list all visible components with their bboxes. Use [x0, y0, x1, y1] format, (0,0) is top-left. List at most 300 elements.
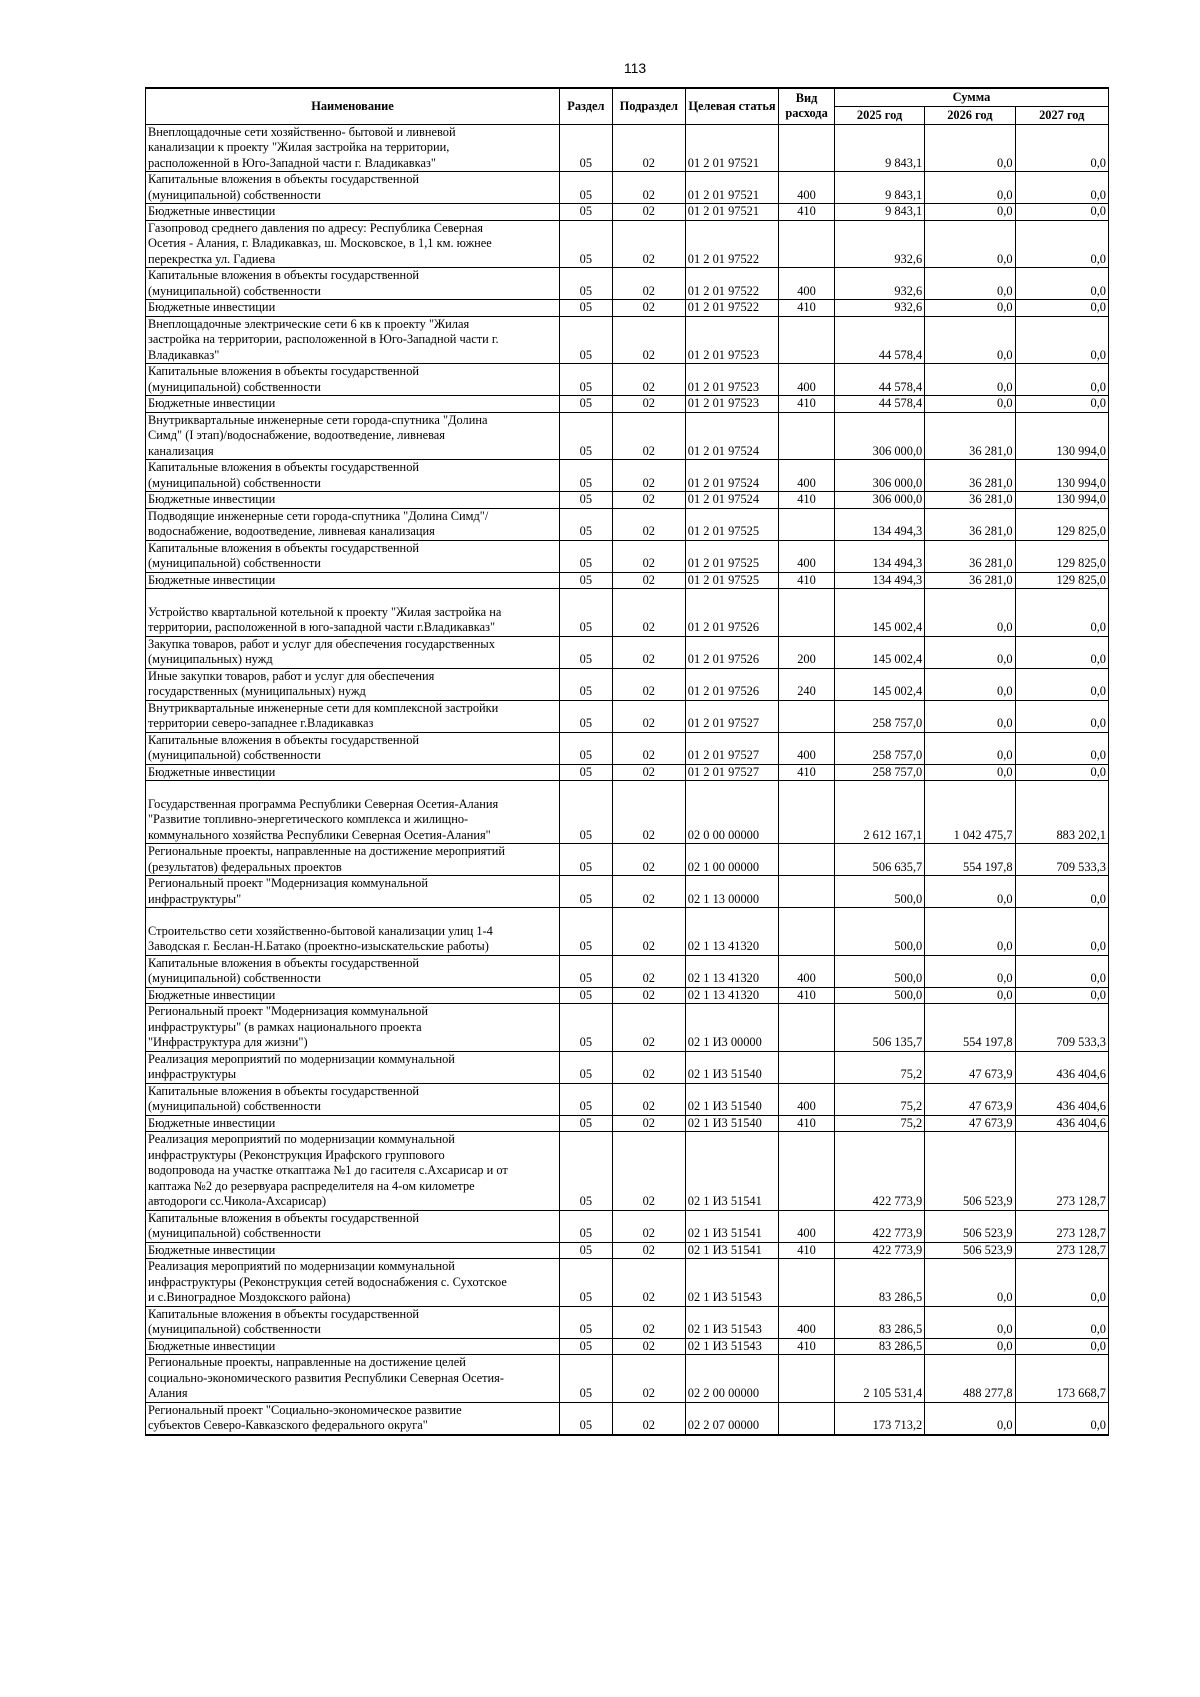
row-sum-2025: 422 773,9 [834, 1132, 924, 1211]
row-sum-2026: 0,0 [925, 1402, 1015, 1435]
row-sum-2026: 47 673,9 [925, 1051, 1015, 1083]
row-sum-2025: 9 843,1 [834, 172, 924, 204]
row-sum-2027: 709 533,3 [1015, 1004, 1108, 1052]
row-sum-2027: 129 825,0 [1015, 540, 1108, 572]
header-2027: 2027 год [1015, 106, 1108, 124]
row-name: Капитальные вложения в объекты государственной (муниципальной) собственности [146, 1083, 560, 1115]
row-sum-2025: 506 135,7 [834, 1004, 924, 1052]
header-subsection: Подраздел [612, 88, 685, 124]
row-sum-2026: 0,0 [925, 589, 1015, 637]
row-target-article: 02 0 00 00000 [685, 781, 778, 844]
table-row [146, 220, 1109, 268]
row-subsection: 02 [612, 1306, 685, 1338]
table-row [146, 1402, 1109, 1435]
table-row [146, 1355, 1109, 1403]
row-subsection: 02 [612, 508, 685, 540]
row-section: 05 [560, 955, 613, 987]
row-expense-type: 410 [779, 1115, 835, 1132]
row-sum-2027: 436 404,6 [1015, 1115, 1108, 1132]
row-expense-type: 400 [779, 460, 835, 492]
row-expense-type: 400 [779, 1083, 835, 1115]
row-sum-2027: 0,0 [1015, 396, 1108, 413]
row-section: 05 [560, 412, 613, 460]
row-name: Региональные проекты, направленные на достижение целей социально-экономического развития Республики Северная Осетия- Алания [146, 1355, 560, 1403]
row-name: Государственная программа Республики Северная Осетия-Алания "Развитие топливно-энергетического комплекса и жилищно- коммунального хозяйства Республики Северная Осетия-Алания" [146, 781, 560, 844]
row-sum-2025: 145 002,4 [834, 668, 924, 700]
row-section: 05 [560, 220, 613, 268]
row-expense-type: 410 [779, 492, 835, 509]
row-subsection: 02 [612, 1402, 685, 1435]
row-sum-2025: 2 612 167,1 [834, 781, 924, 844]
row-sum-2027: 0,0 [1015, 1338, 1108, 1355]
row-sum-2027: 129 825,0 [1015, 572, 1108, 589]
row-expense-type: 410 [779, 204, 835, 221]
row-expense-type: 410 [779, 572, 835, 589]
row-sum-2027: 173 668,7 [1015, 1355, 1108, 1403]
row-sum-2026: 47 673,9 [925, 1083, 1015, 1115]
row-sum-2026: 0,0 [925, 987, 1015, 1004]
row-sum-2025: 306 000,0 [834, 492, 924, 509]
row-sum-2025: 932,6 [834, 268, 924, 300]
row-subsection: 02 [612, 396, 685, 413]
row-target-article: 02 1 13 41320 [685, 955, 778, 987]
row-expense-type: 400 [779, 540, 835, 572]
row-name: Региональный проект "Модернизация коммунальной инфраструктуры" [146, 876, 560, 908]
row-expense-type: 240 [779, 668, 835, 700]
row-sum-2026: 36 281,0 [925, 572, 1015, 589]
row-subsection: 02 [612, 412, 685, 460]
row-section: 05 [560, 1355, 613, 1403]
row-sum-2027: 0,0 [1015, 316, 1108, 364]
row-sum-2027: 0,0 [1015, 300, 1108, 317]
row-sum-2025: 9 843,1 [834, 124, 924, 172]
row-target-article: 02 2 07 00000 [685, 1402, 778, 1435]
row-sum-2027: 0,0 [1015, 764, 1108, 781]
row-sum-2027: 0,0 [1015, 987, 1108, 1004]
row-section: 05 [560, 732, 613, 764]
row-name: Региональный проект "Модернизация коммунальной инфраструктуры" (в рамках национального проекта "Инфраструктура для жизни") [146, 1004, 560, 1052]
row-section: 05 [560, 124, 613, 172]
row-sum-2027: 0,0 [1015, 668, 1108, 700]
row-name: Капитальные вложения в объекты государственной (муниципальной) собственности [146, 732, 560, 764]
row-target-article: 01 2 01 97523 [685, 396, 778, 413]
row-name: Бюджетные инвестиции [146, 1242, 560, 1259]
row-section: 05 [560, 764, 613, 781]
row-name: Капитальные вложения в объекты государственной (муниципальной) собственности [146, 955, 560, 987]
row-subsection: 02 [612, 668, 685, 700]
row-section: 05 [560, 204, 613, 221]
row-expense-type [779, 1004, 835, 1052]
row-name: Внеплощадочные сети хозяйственно- бытовой и ливневой канализации к проекту "Жилая застройка на территории, расположенной в Юго-Западной части г. Владикавказ" [146, 124, 560, 172]
row-target-article: 01 2 01 97523 [685, 316, 778, 364]
row-section: 05 [560, 844, 613, 876]
table-row [146, 876, 1109, 908]
table-row [146, 204, 1109, 221]
table-row [146, 1115, 1109, 1132]
row-sum-2027: 130 994,0 [1015, 412, 1108, 460]
row-sum-2026: 554 197,8 [925, 1004, 1015, 1052]
row-target-article: 01 2 01 97527 [685, 764, 778, 781]
row-target-article: 01 2 01 97522 [685, 300, 778, 317]
row-name: Строительство сети хозяйственно-бытовой канализации улиц 1-4 Заводская г. Беслан-Н.Батако (проектно-изыскательские работы) [146, 908, 560, 956]
row-sum-2027: 0,0 [1015, 589, 1108, 637]
row-name: Бюджетные инвестиции [146, 987, 560, 1004]
row-name: Капитальные вложения в объекты государственной (муниципальной) собственности [146, 540, 560, 572]
row-expense-type [779, 508, 835, 540]
table-row [146, 764, 1109, 781]
row-sum-2025: 134 494,3 [834, 508, 924, 540]
row-name: Внутриквартальные инженерные сети города-спутника "Долина Симд" (I этап)/водоснабжение, водоотведение, ливневая канализация [146, 412, 560, 460]
row-sum-2025: 258 757,0 [834, 732, 924, 764]
row-subsection: 02 [612, 732, 685, 764]
row-section: 05 [560, 1338, 613, 1355]
row-section: 05 [560, 987, 613, 1004]
row-name: Внеплощадочные электрические сети 6 кв к проекту "Жилая застройка на территории, расположенной в Юго-Западной части г. Владикавказ" [146, 316, 560, 364]
row-target-article: 01 2 01 97522 [685, 268, 778, 300]
row-expense-type [779, 908, 835, 956]
table-row [146, 1051, 1109, 1083]
row-section: 05 [560, 1259, 613, 1307]
row-expense-type [779, 1132, 835, 1211]
row-sum-2026: 0,0 [925, 700, 1015, 732]
row-target-article: 01 2 01 97523 [685, 364, 778, 396]
table-row [146, 412, 1109, 460]
row-target-article: 02 1 13 00000 [685, 876, 778, 908]
table-row [146, 508, 1109, 540]
row-sum-2027: 273 128,7 [1015, 1210, 1108, 1242]
row-sum-2026: 0,0 [925, 268, 1015, 300]
row-sum-2025: 2 105 531,4 [834, 1355, 924, 1403]
header-name: Наименование [146, 88, 560, 124]
row-section: 05 [560, 1242, 613, 1259]
row-sum-2027: 0,0 [1015, 220, 1108, 268]
row-subsection: 02 [612, 364, 685, 396]
row-name: Капитальные вложения в объекты государственной (муниципальной) собственности [146, 364, 560, 396]
row-section: 05 [560, 396, 613, 413]
row-subsection: 02 [612, 1004, 685, 1052]
row-section: 05 [560, 508, 613, 540]
row-sum-2026: 47 673,9 [925, 1115, 1015, 1132]
row-sum-2025: 422 773,9 [834, 1242, 924, 1259]
row-section: 05 [560, 572, 613, 589]
row-target-article: 01 2 01 97524 [685, 460, 778, 492]
row-name: Реализация мероприятий по модернизации коммунальной инфраструктуры [146, 1051, 560, 1083]
row-section: 05 [560, 668, 613, 700]
row-expense-type: 410 [779, 1338, 835, 1355]
row-name: Региональный проект "Социально-экономическое развитие субъектов Северо-Кавказского федерального округа" [146, 1402, 560, 1435]
table-row [146, 1259, 1109, 1307]
row-subsection: 02 [612, 492, 685, 509]
table-row [146, 124, 1109, 172]
table-row [146, 732, 1109, 764]
row-sum-2026: 0,0 [925, 1338, 1015, 1355]
table-body [146, 124, 1109, 1435]
row-sum-2027: 129 825,0 [1015, 508, 1108, 540]
row-sum-2026: 36 281,0 [925, 412, 1015, 460]
row-target-article: 02 1 И3 51543 [685, 1259, 778, 1307]
row-sum-2025: 75,2 [834, 1051, 924, 1083]
row-section: 05 [560, 316, 613, 364]
row-subsection: 02 [612, 1132, 685, 1211]
table-row [146, 172, 1109, 204]
row-sum-2027: 0,0 [1015, 876, 1108, 908]
budget-table [145, 87, 1109, 1436]
row-section: 05 [560, 636, 613, 668]
header-2025: 2025 год [834, 106, 924, 124]
row-sum-2026: 36 281,0 [925, 460, 1015, 492]
table-row [146, 1083, 1109, 1115]
row-name: Бюджетные инвестиции [146, 204, 560, 221]
row-expense-type [779, 781, 835, 844]
row-sum-2025: 500,0 [834, 876, 924, 908]
row-name: Реализация мероприятий по модернизации коммунальной инфраструктуры (Реконструкция сетей водоснабжения с. Сухотское и с.Виноградное Моздокского района) [146, 1259, 560, 1307]
row-sum-2026: 0,0 [925, 364, 1015, 396]
row-subsection: 02 [612, 955, 685, 987]
row-sum-2025: 9 843,1 [834, 204, 924, 221]
row-sum-2027: 0,0 [1015, 1259, 1108, 1307]
row-target-article: 02 1 И3 51541 [685, 1210, 778, 1242]
row-subsection: 02 [612, 1242, 685, 1259]
row-name: Бюджетные инвестиции [146, 300, 560, 317]
row-sum-2027: 0,0 [1015, 700, 1108, 732]
row-sum-2025: 44 578,4 [834, 396, 924, 413]
row-section: 05 [560, 1402, 613, 1435]
row-expense-type [779, 316, 835, 364]
row-sum-2025: 145 002,4 [834, 589, 924, 637]
table-row [146, 636, 1109, 668]
table-row [146, 844, 1109, 876]
row-expense-type [779, 844, 835, 876]
row-sum-2027: 0,0 [1015, 268, 1108, 300]
row-expense-type: 410 [779, 1242, 835, 1259]
row-expense-type: 410 [779, 987, 835, 1004]
row-section: 05 [560, 700, 613, 732]
row-expense-type [779, 124, 835, 172]
row-expense-type: 410 [779, 300, 835, 317]
row-sum-2025: 83 286,5 [834, 1306, 924, 1338]
row-expense-type [779, 220, 835, 268]
row-sum-2027: 0,0 [1015, 955, 1108, 987]
header-2026: 2026 год [925, 106, 1015, 124]
row-section: 05 [560, 492, 613, 509]
row-name: Бюджетные инвестиции [146, 1115, 560, 1132]
row-sum-2027: 709 533,3 [1015, 844, 1108, 876]
row-section: 05 [560, 781, 613, 844]
row-target-article: 01 2 01 97521 [685, 172, 778, 204]
row-sum-2025: 306 000,0 [834, 412, 924, 460]
row-subsection: 02 [612, 844, 685, 876]
row-sum-2026: 0,0 [925, 1306, 1015, 1338]
row-target-article: 02 1 И3 51541 [685, 1132, 778, 1211]
row-target-article: 02 1 И3 51540 [685, 1115, 778, 1132]
row-sum-2026: 0,0 [925, 204, 1015, 221]
row-sum-2026: 0,0 [925, 1259, 1015, 1307]
row-target-article: 01 2 01 97524 [685, 492, 778, 509]
row-subsection: 02 [612, 1051, 685, 1083]
row-sum-2025: 500,0 [834, 955, 924, 987]
row-section: 05 [560, 1210, 613, 1242]
row-name: Внутриквартальные инженерные сети для комплексной застройки территории северо-западнее г.Владикавказ [146, 700, 560, 732]
row-sum-2026: 36 281,0 [925, 508, 1015, 540]
row-sum-2025: 500,0 [834, 908, 924, 956]
row-name: Бюджетные инвестиции [146, 1338, 560, 1355]
row-expense-type: 400 [779, 732, 835, 764]
row-sum-2025: 506 635,7 [834, 844, 924, 876]
row-target-article: 01 2 01 97527 [685, 732, 778, 764]
row-target-article: 01 2 01 97521 [685, 204, 778, 221]
row-section: 05 [560, 1132, 613, 1211]
row-sum-2025: 134 494,3 [834, 540, 924, 572]
row-expense-type: 410 [779, 396, 835, 413]
row-expense-type: 410 [779, 764, 835, 781]
row-expense-type [779, 1051, 835, 1083]
row-sum-2026: 1 042 475,7 [925, 781, 1015, 844]
row-sum-2026: 0,0 [925, 316, 1015, 364]
table-row [146, 540, 1109, 572]
row-target-article: 01 2 01 97522 [685, 220, 778, 268]
table-row [146, 668, 1109, 700]
row-name: Капитальные вложения в объекты государственной (муниципальной) собственности [146, 268, 560, 300]
row-section: 05 [560, 1051, 613, 1083]
row-name: Капитальные вложения в объекты государственной (муниципальной) собственности [146, 1210, 560, 1242]
row-target-article: 02 1 13 41320 [685, 987, 778, 1004]
table-row [146, 1242, 1109, 1259]
row-name: Закупка товаров, работ и услуг для обеспечения государственных (муниципальных) нужд [146, 636, 560, 668]
table-row [146, 300, 1109, 317]
row-section: 05 [560, 460, 613, 492]
row-sum-2026: 488 277,8 [925, 1355, 1015, 1403]
row-sum-2025: 44 578,4 [834, 364, 924, 396]
row-subsection: 02 [612, 1083, 685, 1115]
row-sum-2025: 75,2 [834, 1115, 924, 1132]
row-sum-2026: 0,0 [925, 300, 1015, 317]
row-sum-2027: 436 404,6 [1015, 1083, 1108, 1115]
row-sum-2026: 0,0 [925, 636, 1015, 668]
row-sum-2025: 500,0 [834, 987, 924, 1004]
row-subsection: 02 [612, 220, 685, 268]
row-sum-2025: 83 286,5 [834, 1338, 924, 1355]
row-sum-2025: 145 002,4 [834, 636, 924, 668]
row-subsection: 02 [612, 540, 685, 572]
row-expense-type [779, 1259, 835, 1307]
row-section: 05 [560, 589, 613, 637]
row-sum-2027: 0,0 [1015, 172, 1108, 204]
row-sum-2025: 75,2 [834, 1083, 924, 1115]
row-target-article: 02 1 13 41320 [685, 908, 778, 956]
row-section: 05 [560, 1083, 613, 1115]
row-target-article: 01 2 01 97526 [685, 589, 778, 637]
row-sum-2026: 0,0 [925, 908, 1015, 956]
row-target-article: 02 2 00 00000 [685, 1355, 778, 1403]
row-target-article: 01 2 01 97524 [685, 412, 778, 460]
row-expense-type [779, 1402, 835, 1435]
row-expense-type: 400 [779, 268, 835, 300]
row-subsection: 02 [612, 876, 685, 908]
row-subsection: 02 [612, 268, 685, 300]
table-row [146, 1210, 1109, 1242]
row-sum-2027: 0,0 [1015, 908, 1108, 956]
row-subsection: 02 [612, 700, 685, 732]
table-row [146, 268, 1109, 300]
row-sum-2025: 258 757,0 [834, 700, 924, 732]
row-subsection: 02 [612, 908, 685, 956]
row-expense-type: 400 [779, 172, 835, 204]
row-target-article: 01 2 01 97526 [685, 636, 778, 668]
row-target-article: 02 1 И3 51543 [685, 1338, 778, 1355]
row-sum-2027: 436 404,6 [1015, 1051, 1108, 1083]
row-sum-2027: 0,0 [1015, 1402, 1108, 1435]
row-expense-type [779, 876, 835, 908]
header-target-article: Целевая статья [685, 88, 778, 124]
row-sum-2026: 506 523,9 [925, 1132, 1015, 1211]
row-subsection: 02 [612, 1338, 685, 1355]
row-expense-type [779, 589, 835, 637]
table-row [146, 1338, 1109, 1355]
row-subsection: 02 [612, 1355, 685, 1403]
table-row [146, 1306, 1109, 1338]
table-row [146, 700, 1109, 732]
row-sum-2027: 0,0 [1015, 364, 1108, 396]
row-section: 05 [560, 172, 613, 204]
row-section: 05 [560, 1306, 613, 1338]
row-sum-2025: 932,6 [834, 300, 924, 317]
row-name: Подводящие инженерные сети города-спутника "Долина Симд"/ водоснабжение, водоотведение, ливневая канализация [146, 508, 560, 540]
row-sum-2025: 306 000,0 [834, 460, 924, 492]
row-name: Газопровод среднего давления по адресу: Республика Северная Осетия - Алания, г. Владикавказ, ш. Московское, в 1,1 км. южнее перекрестка ул. Гадиева [146, 220, 560, 268]
row-target-article: 02 1 И3 00000 [685, 1004, 778, 1052]
row-name: Бюджетные инвестиции [146, 572, 560, 589]
row-sum-2027: 0,0 [1015, 732, 1108, 764]
row-sum-2026: 0,0 [925, 876, 1015, 908]
row-subsection: 02 [612, 1115, 685, 1132]
row-sum-2025: 83 286,5 [834, 1259, 924, 1307]
row-target-article: 02 1 И3 51540 [685, 1083, 778, 1115]
row-subsection: 02 [612, 204, 685, 221]
row-sum-2026: 0,0 [925, 220, 1015, 268]
row-sum-2025: 44 578,4 [834, 316, 924, 364]
row-name: Бюджетные инвестиции [146, 492, 560, 509]
row-sum-2027: 0,0 [1015, 1306, 1108, 1338]
row-sum-2026: 506 523,9 [925, 1210, 1015, 1242]
row-section: 05 [560, 364, 613, 396]
row-section: 05 [560, 1004, 613, 1052]
row-subsection: 02 [612, 764, 685, 781]
row-section: 05 [560, 876, 613, 908]
table-row [146, 908, 1109, 956]
table-row [146, 364, 1109, 396]
row-expense-type: 400 [779, 1210, 835, 1242]
row-name: Реализация мероприятий по модернизации коммунальной инфраструктуры (Реконструкция Ирафского группового водопровода на участке откаптажа №1 до гасителя с.Ахсарисар и от каптажа №2 до резервуара распределителя на 4-ом километре автодороги сс.Чикола-Ахсарисар) [146, 1132, 560, 1211]
row-expense-type: 400 [779, 955, 835, 987]
row-subsection: 02 [612, 300, 685, 317]
row-name: Бюджетные инвестиции [146, 396, 560, 413]
row-sum-2025: 258 757,0 [834, 764, 924, 781]
row-sum-2027: 273 128,7 [1015, 1242, 1108, 1259]
row-name: Капитальные вложения в объекты государственной (муниципальной) собственности [146, 172, 560, 204]
row-sum-2026: 0,0 [925, 668, 1015, 700]
row-target-article: 02 1 И3 51541 [685, 1242, 778, 1259]
row-expense-type [779, 700, 835, 732]
row-sum-2026: 0,0 [925, 764, 1015, 781]
row-sum-2027: 130 994,0 [1015, 492, 1108, 509]
row-sum-2026: 554 197,8 [925, 844, 1015, 876]
row-subsection: 02 [612, 124, 685, 172]
row-expense-type [779, 412, 835, 460]
row-subsection: 02 [612, 172, 685, 204]
row-subsection: 02 [612, 781, 685, 844]
row-subsection: 02 [612, 316, 685, 364]
table-row [146, 955, 1109, 987]
